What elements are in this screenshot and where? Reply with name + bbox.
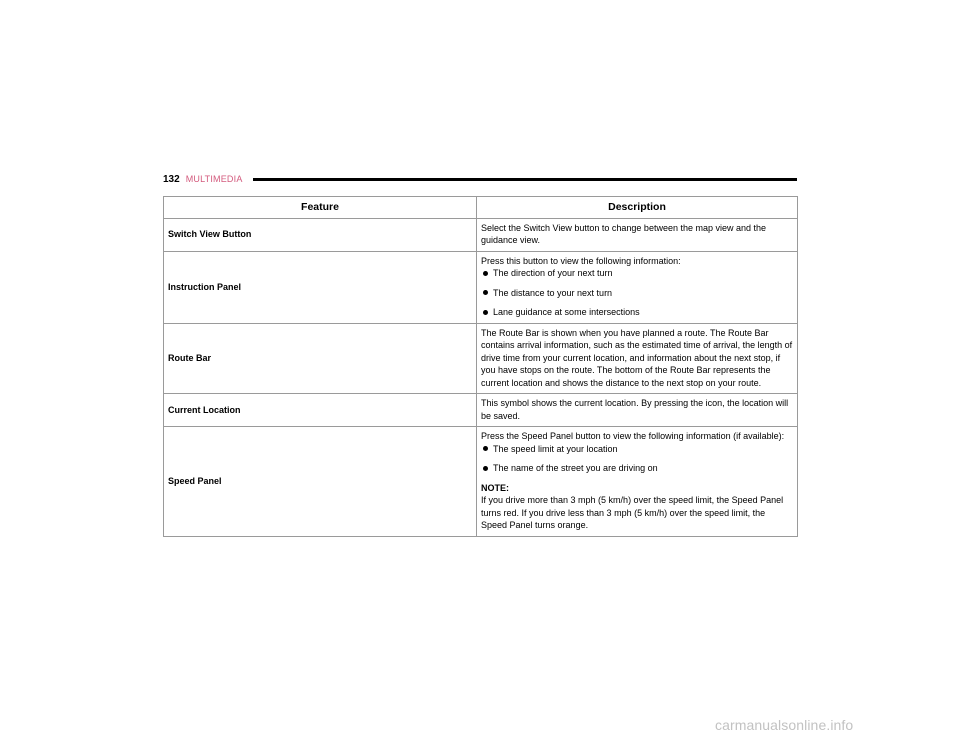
feature-description: The Route Bar is shown when you have planned a route. The Route Bar contains arrival information, such as the estimated time of arrival, the length of drive time from your current location, and information about the next stop, if you have stops on the route. The bottom of the Route Bar represents the current location and shows the distance to the next stop on your route. bbox=[477, 323, 798, 394]
feature-name: Current Location bbox=[164, 394, 477, 427]
note-text: If you drive more than 3 mph (5 km/h) over the speed limit, the Speed Panel turns red. If you drive less than 3 mph (5 km/h) over the speed limit, the Speed Panel turns orange. bbox=[481, 495, 784, 530]
bullet-item: The speed limit at your location bbox=[481, 443, 793, 456]
table-row bbox=[164, 394, 798, 427]
table-row bbox=[164, 218, 798, 251]
page-number: 132 bbox=[163, 173, 180, 185]
feature-description: Select the Switch View button to change between the map view and the guidance view. bbox=[477, 218, 798, 251]
table-header-row bbox=[164, 197, 798, 219]
bullet-item: The direction of your next turn bbox=[481, 267, 793, 280]
bullet-item: The distance to your next turn bbox=[481, 287, 793, 300]
column-header-feature: Feature bbox=[164, 197, 477, 219]
feature-name: Speed Panel bbox=[164, 427, 477, 537]
watermark: carmanualsonline.info bbox=[715, 717, 854, 733]
feature-name: Switch View Button bbox=[164, 218, 477, 251]
bullet-item: Lane guidance at some intersections bbox=[481, 306, 793, 319]
description-intro: Press the Speed Panel button to view the following information (if available): bbox=[481, 431, 785, 441]
feature-table bbox=[163, 196, 798, 537]
bullet-item: The name of the street you are driving on bbox=[481, 462, 793, 475]
feature-description bbox=[477, 427, 798, 537]
header-rule bbox=[253, 178, 797, 181]
feature-description bbox=[477, 251, 798, 323]
feature-description: This symbol shows the current location. By pressing the icon, the location will be saved. bbox=[477, 394, 798, 427]
note-label: NOTE: bbox=[481, 482, 509, 493]
table-row bbox=[164, 323, 798, 394]
column-header-description: Description bbox=[477, 197, 798, 219]
section-title: MULTIMEDIA bbox=[185, 174, 243, 184]
table-row bbox=[164, 251, 798, 323]
description-intro: Press this button to view the following information: bbox=[481, 255, 681, 266]
feature-name: Instruction Panel bbox=[164, 251, 477, 323]
table-row bbox=[164, 427, 798, 537]
page-header bbox=[163, 171, 797, 187]
feature-name: Route Bar bbox=[164, 323, 477, 394]
